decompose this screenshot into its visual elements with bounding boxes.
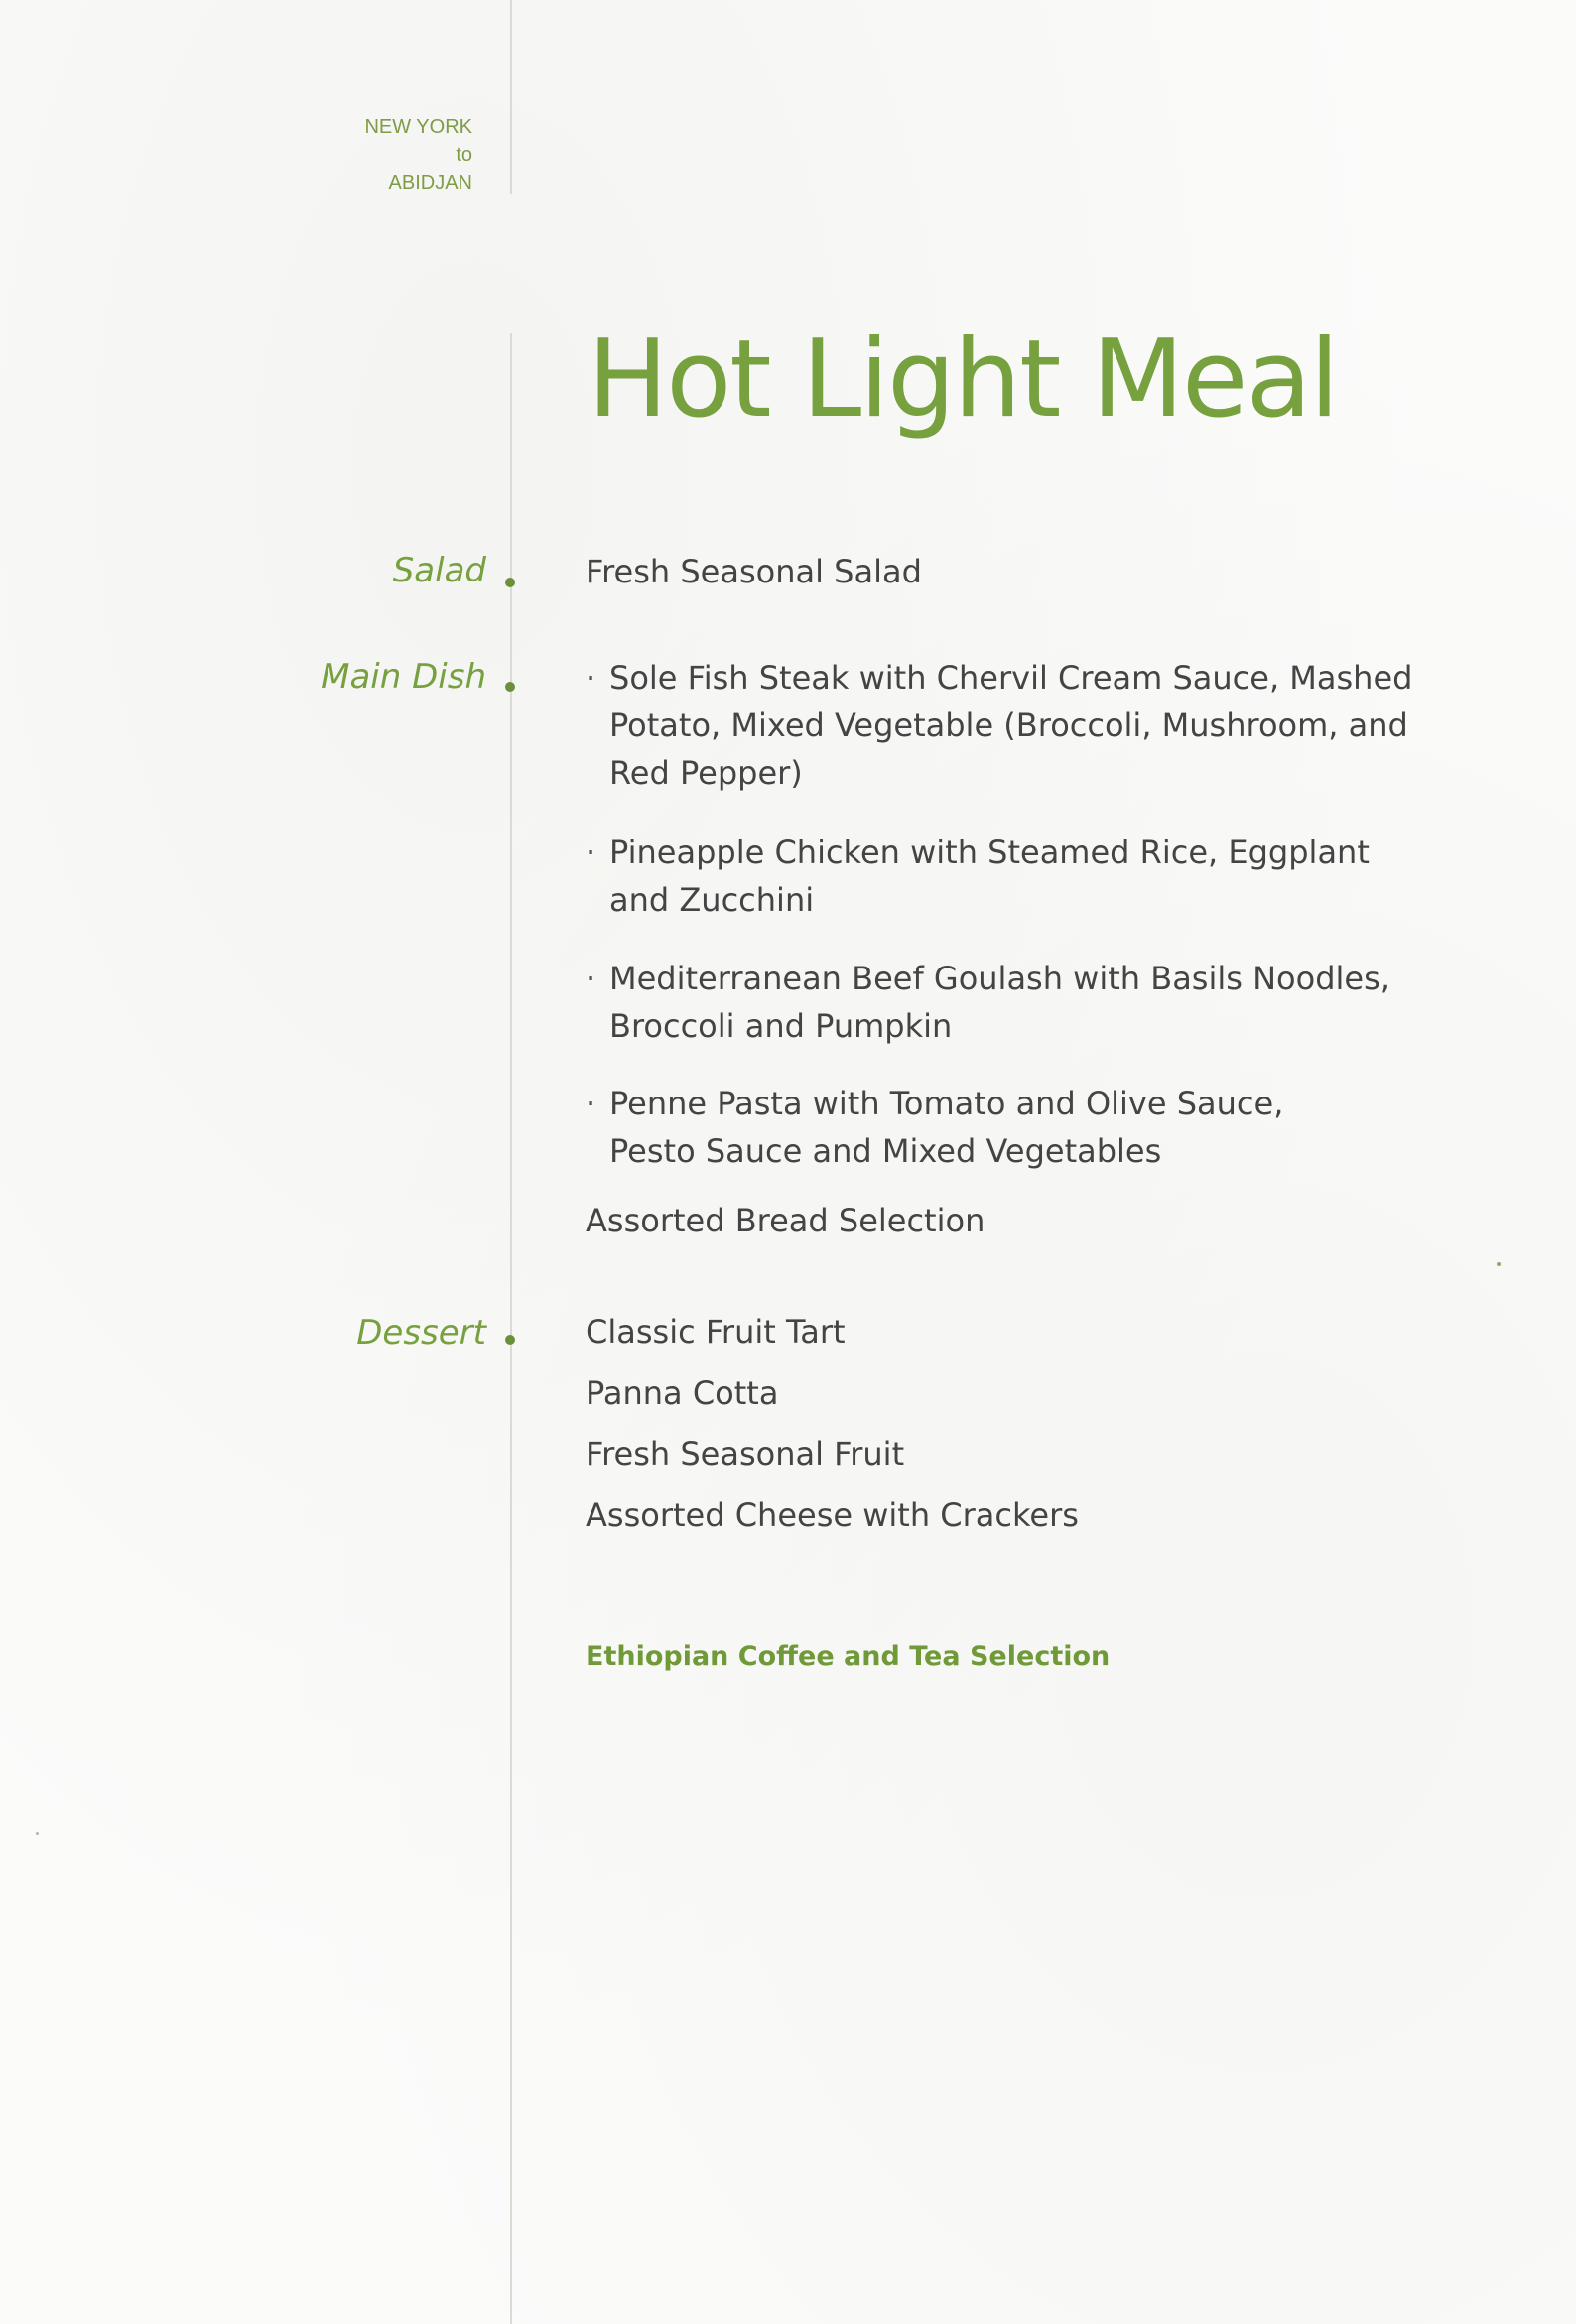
menu-title: Hot Light Meal	[588, 318, 1338, 442]
section-dot-salad	[505, 578, 515, 587]
main-dish-option	[586, 654, 1469, 797]
section-dot-main-dish	[505, 682, 515, 692]
section-label-salad: Salad	[392, 551, 486, 590]
section-label-main-dish: Main Dish	[321, 657, 486, 697]
dessert-item: Panna Cotta	[586, 1374, 779, 1412]
bullet-icon: ·	[586, 834, 596, 871]
flight-route	[328, 113, 472, 196]
dessert-item: Fresh Seasonal Fruit	[586, 1435, 905, 1473]
bread-selection: Assorted Bread Selection	[586, 1202, 985, 1239]
bullet-icon: ·	[586, 659, 596, 697]
main-dish-option-text: Sole Fish Steak with Chervil Cream Sauce, Mashed Potato, Mixed Vegetable (Broccoli, Mushroom, and Red Pepper)	[609, 659, 1413, 792]
bullet-icon: ·	[586, 1085, 596, 1122]
vertical-rule-main	[510, 333, 512, 2324]
main-dish-option	[586, 1080, 1340, 1175]
main-dish-option-text: Pineapple Chicken with Steamed Rice, Eggplant and Zucchini	[609, 834, 1370, 919]
main-dish-option	[586, 955, 1449, 1050]
paper-speck	[36, 1832, 39, 1835]
dessert-item: Assorted Cheese with Crackers	[586, 1496, 1079, 1534]
coffee-tea-selection: Ethiopian Coffee and Tea Selection	[586, 1641, 1111, 1672]
vertical-rule-top	[510, 0, 512, 194]
route-destination: ABIDJAN	[388, 172, 472, 194]
main-dish-option-text: Mediterranean Beef Goulash with Basils Noodles, Broccoli and Pumpkin	[609, 960, 1390, 1045]
section-label-dessert: Dessert	[356, 1313, 486, 1353]
section-dot-dessert	[505, 1335, 515, 1345]
paper-speck	[1497, 1262, 1501, 1266]
bullet-icon: ·	[586, 960, 596, 997]
main-dish-option	[586, 829, 1439, 924]
route-origin: NEW YORK	[364, 116, 472, 138]
route-connector: to	[456, 144, 472, 166]
main-dish-option-text: Penne Pasta with Tomato and Olive Sauce, Pesto Sauce and Mixed Vegetables	[609, 1085, 1284, 1170]
dessert-item: Classic Fruit Tart	[586, 1313, 846, 1351]
salad-item: Fresh Seasonal Salad	[586, 553, 922, 590]
